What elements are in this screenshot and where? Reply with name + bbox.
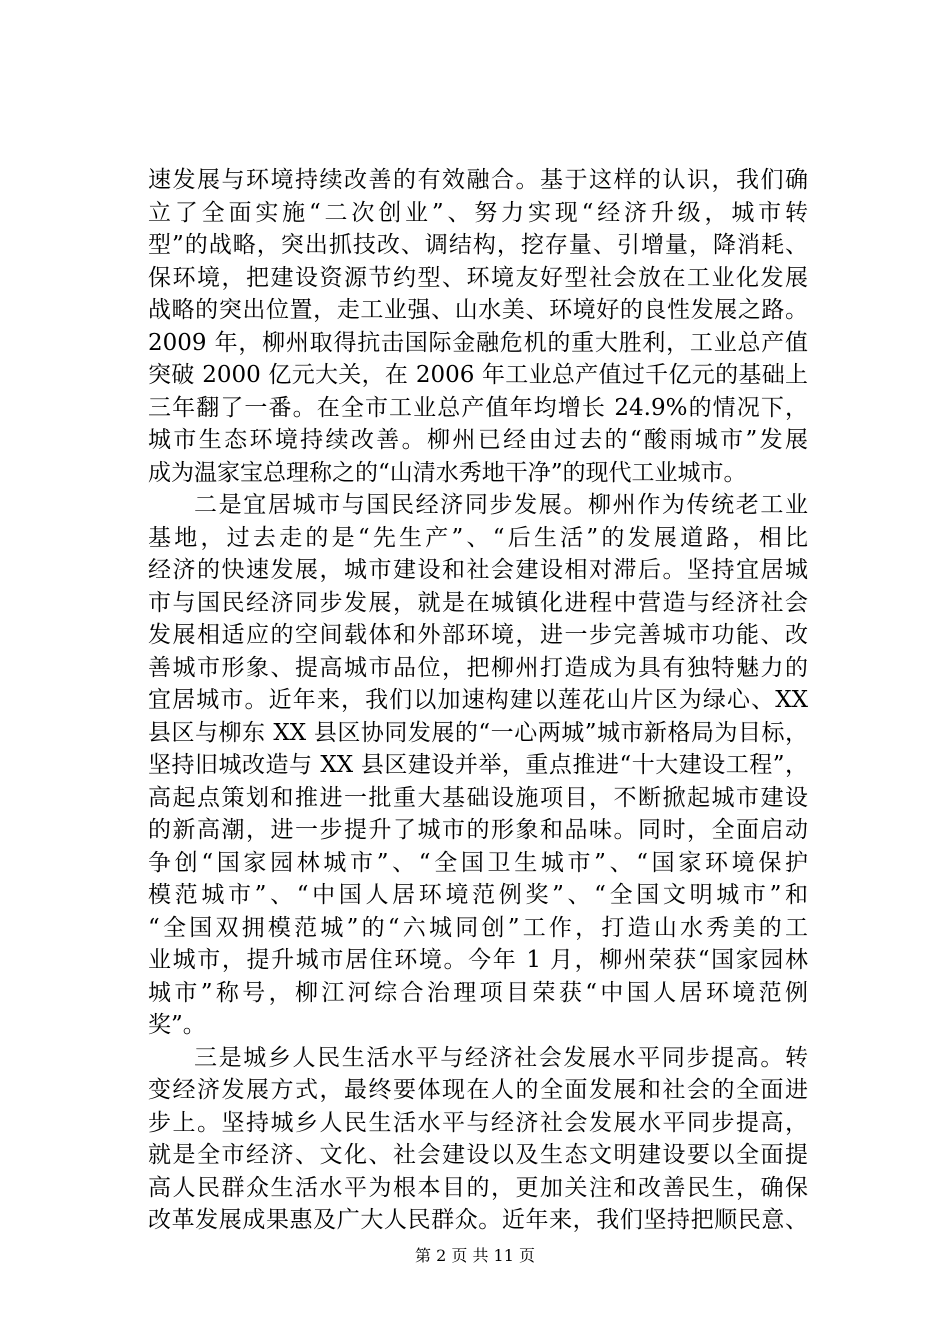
text-line: 三年翻了一番。在全市工业总产值年均增长 24.9%的情况下， — [148, 394, 808, 421]
text-line: 城市生态环境持续改善。柳州已经由过去的“酸雨城市”发展 — [148, 427, 808, 453]
text-line: 业城市，提升城市居住环境。今年 1 月，柳州荣获“国家园林 — [148, 947, 808, 973]
paragraph-start-line: 三是城乡人民生活水平与经济社会发展水平同步提高。转 — [194, 1044, 808, 1071]
text-line: 经济的快速发展，城市建设和社会建设相对滞后。坚持宜居城 — [148, 557, 808, 583]
text-line: 2009 年，柳州取得抗击国际金融危机的重大胜利，工业总产值 — [148, 329, 808, 356]
text-line: 改革发展成果惠及广大人民群众。近年来，我们坚持把顺民意、 — [148, 1207, 808, 1233]
text-line: 宜居城市。近年来，我们以加速构建以莲花山片区为绿心、XX — [148, 687, 808, 713]
text-line: 争创“国家园林城市”、“全国卫生城市”、“国家环境保护 — [148, 849, 808, 876]
text-line: 高起点策划和推进一批重大基础设施项目，不断掀起城市建设 — [148, 784, 808, 811]
text-line: 速发展与环境持续改善的有效融合。基于这样的认识，我们确 — [148, 167, 808, 193]
text-line: 县区与柳东 XX 县区协同发展的“一心两城”城市新格局为目标， — [148, 719, 808, 746]
text-line: “全国双拥模范城”的“六城同创”工作，打造山水秀美的工 — [148, 914, 808, 941]
text-line: 突破 2000 亿元大关，在 2006 年工业总产值过千亿元的基础上 — [148, 362, 808, 388]
text-line: 发展相适应的空间载体和外部环境，进一步完善城市功能、改 — [148, 622, 808, 648]
text-line: 坚持旧城改造与 XX 县区建设并举，重点推进“十大建设工程”， — [148, 752, 808, 778]
text-line: 模范城市”、“中国人居环境范例奖”、“全国文明城市”和 — [148, 882, 808, 908]
text-line: 高人民群众生活水平为根本目的，更加关注和改善民生，确保 — [148, 1174, 808, 1201]
text-line: 基地，过去走的是“先生产”、“后生活”的发展道路，相比 — [148, 524, 808, 551]
text-line: 城市”称号，柳江河综合治理项目荣获“中国人居环境范例 — [148, 979, 808, 1006]
text-line: 保环境，把建设资源节约型、环境友好型社会放在工业化发展 — [148, 264, 808, 291]
text-line: 型”的战略，突出抓技改、调结构，挖存量、引增量，降消耗、 — [148, 232, 808, 258]
text-line: 成为温家宝总理称之的“山清水秀地干净”的现代工业城市。 — [148, 459, 747, 486]
paragraph-start-line: 二是宜居城市与国民经济同步发展。柳州作为传统老工业 — [194, 492, 808, 518]
text-line: 立了全面实施“二次创业”、努力实现“经济升级，城市转 — [148, 199, 808, 226]
text-line: 步上。坚持城乡人民生活水平与经济社会发展水平同步提高， — [148, 1109, 808, 1136]
text-line: 就是全市经济、文化、社会建设以及生态文明建设要以全面提 — [148, 1142, 808, 1168]
page-footer: 第 2 页 共 11 页 — [415, 1246, 535, 1265]
text-line: 奖”。 — [148, 1012, 206, 1038]
text-line: 变经济发展方式，最终要体现在人的全面发展和社会的全面进 — [148, 1077, 808, 1103]
text-line: 战略的突出位置，走工业强、山水美、环境好的良性发展之路。 — [148, 297, 808, 323]
body-text — [148, 164, 808, 1237]
text-line: 善城市形象、提高城市品位，把柳州打造成为具有独特魅力的 — [148, 654, 808, 681]
text-line: 市与国民经济同步发展，就是在城镇化进程中营造与经济社会 — [148, 589, 808, 616]
text-line: 的新高潮，进一步提升了城市的形象和品味。同时，全面启动 — [148, 817, 808, 843]
